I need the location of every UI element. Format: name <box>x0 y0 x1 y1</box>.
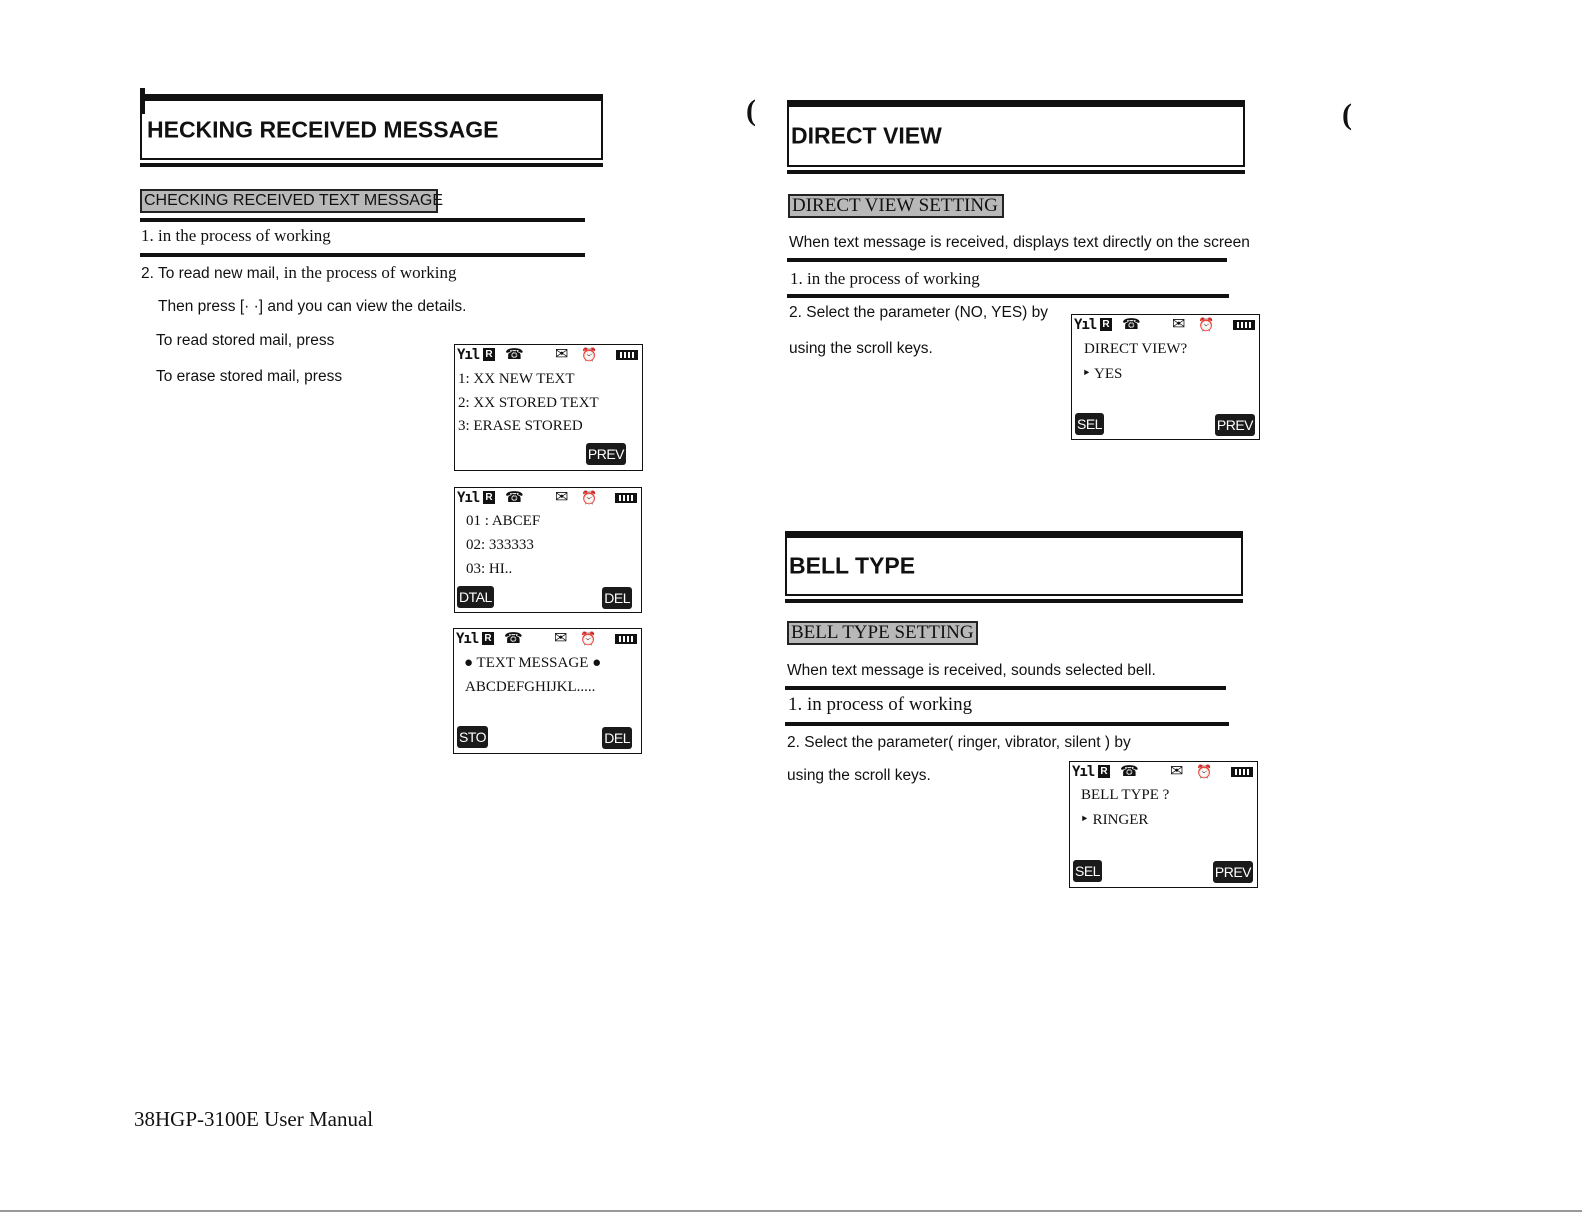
softkey-prev[interactable]: PREV <box>1215 414 1255 436</box>
roaming-icon: R <box>1100 318 1112 331</box>
alarm-icon: ⏰ <box>581 490 598 505</box>
screen-line: 1: XX NEW TEXT <box>458 371 575 387</box>
rule <box>785 686 1226 690</box>
rule <box>787 294 1229 298</box>
step-1: 1. in the process of working <box>141 226 331 245</box>
status-bar <box>457 489 637 509</box>
alarm-icon: ⏰ <box>1198 317 1215 332</box>
step-2-label: 2. To read new mail, <box>141 265 280 282</box>
status-bar <box>1072 763 1253 783</box>
battery-icon <box>1233 320 1255 330</box>
screen-line: ‣ YES <box>1082 366 1123 382</box>
phone-icon: ☎ <box>1122 316 1141 333</box>
alarm-icon: ⏰ <box>580 631 597 646</box>
status-bar <box>457 346 638 366</box>
screen-line: 02: 333333 <box>466 537 534 553</box>
mail-icon: ✉ <box>555 346 569 363</box>
roaming-icon: R <box>482 632 494 645</box>
step-2-cont: using the scroll keys. <box>787 767 931 784</box>
instruction-erase: To erase stored mail, press <box>156 368 343 385</box>
rule <box>785 722 1229 726</box>
instruction-view: Then press [· ·] and you can view the details. <box>158 298 467 315</box>
screen-line: ‣ RINGER <box>1080 812 1149 828</box>
softkey-prev[interactable]: PREV <box>1213 861 1253 883</box>
mail-icon: ✉ <box>1172 316 1186 333</box>
roaming-icon: R <box>1098 765 1110 778</box>
rule <box>787 258 1227 262</box>
screen-line: 3: ERASE STORED <box>458 418 583 434</box>
phone-icon: ☎ <box>1120 763 1139 780</box>
softkey-delete[interactable]: DEL <box>602 587 632 609</box>
page-title: HECKING RECEIVED MESSAGE <box>147 116 499 142</box>
softkey-store[interactable]: STO <box>457 726 488 748</box>
section-title: BELL TYPE <box>789 552 916 579</box>
step-2-cont: using the scroll keys. <box>789 340 933 357</box>
section-header-bell-type <box>785 536 1243 596</box>
signal-icon: Yıl <box>1074 317 1097 333</box>
signal-icon: Yıl <box>1072 764 1095 780</box>
screen-line: 2: XX STORED TEXT <box>458 395 599 411</box>
rule <box>140 253 585 257</box>
softkey-detail[interactable]: DTAL <box>457 586 494 608</box>
softkey-select[interactable]: SEL <box>1075 413 1104 435</box>
phone-icon: ☎ <box>505 489 524 506</box>
step-2-suffix: in the process of working <box>279 263 457 282</box>
subtitle-checking: CHECKING RECEIVED TEXT MESSAGE <box>140 189 438 213</box>
screen-line: ABCDEFGHIJKL..... <box>465 679 596 695</box>
mail-icon: ✉ <box>555 489 569 506</box>
softkey-select[interactable]: SEL <box>1073 860 1102 882</box>
phone-screen-direct-view <box>1071 314 1260 440</box>
battery-icon <box>615 493 637 503</box>
page-footer: 38HGP-3100E User Manual <box>134 1107 374 1131</box>
battery-icon <box>615 634 637 644</box>
softkey-delete[interactable]: DEL <box>602 727 632 749</box>
phone-screen-message <box>453 628 642 754</box>
step-2: 2. Select the parameter (NO, YES) by <box>789 304 1049 321</box>
subtitle-direct-view: DIRECT VIEW SETTING <box>788 194 1004 218</box>
screen-line: 01 : ABCEF <box>466 513 541 529</box>
instruction-read: To read stored mail, press <box>156 332 335 349</box>
phone-screen-list <box>454 487 642 613</box>
signal-icon: Yıl <box>457 490 480 506</box>
roaming-icon: R <box>483 491 495 504</box>
section-header-direct-view <box>787 105 1245 167</box>
scan-mark: ( <box>1342 98 1352 131</box>
roaming-icon: R <box>483 348 495 361</box>
alarm-icon: ⏰ <box>581 347 598 362</box>
step-1: 1. in the process of working <box>790 269 980 288</box>
softkey-prev[interactable]: PREV <box>586 443 626 465</box>
subtitle-bell-type: BELL TYPE SETTING <box>787 621 978 645</box>
mail-icon: ✉ <box>1170 763 1184 780</box>
screen-line: ● TEXT MESSAGE ● <box>464 655 602 671</box>
description: When text message is received, displays text directly on the screen <box>789 234 1250 251</box>
step-1: 1. in process of working <box>788 694 973 715</box>
mail-icon: ✉ <box>554 630 568 647</box>
battery-icon <box>1231 767 1253 777</box>
status-bar <box>456 630 637 650</box>
phone-screen-bell-type <box>1069 761 1258 888</box>
screen-line: 03: HI.. <box>466 561 513 577</box>
description: When text message is received, sounds selected bell. <box>787 662 1156 679</box>
phone-screen-menu <box>454 344 643 471</box>
rule <box>140 218 585 222</box>
screen-line: BELL TYPE ? <box>1081 787 1170 803</box>
signal-icon: Yıl <box>456 631 479 647</box>
phone-icon: ☎ <box>504 630 523 647</box>
step-2: 2. Select the parameter( ringer, vibrator, silent ) by <box>787 734 1131 751</box>
status-bar <box>1074 316 1255 336</box>
section-header-checking <box>140 99 603 160</box>
section-title: DIRECT VIEW <box>791 122 942 149</box>
step-2 <box>141 263 457 283</box>
alarm-icon: ⏰ <box>1196 764 1213 779</box>
battery-icon <box>616 350 638 360</box>
scan-mark: ( <box>746 94 756 127</box>
screen-line: DIRECT VIEW? <box>1084 341 1188 357</box>
signal-icon: Yıl <box>457 347 480 363</box>
phone-icon: ☎ <box>505 346 524 363</box>
scan-bottom-edge <box>0 1210 1582 1212</box>
